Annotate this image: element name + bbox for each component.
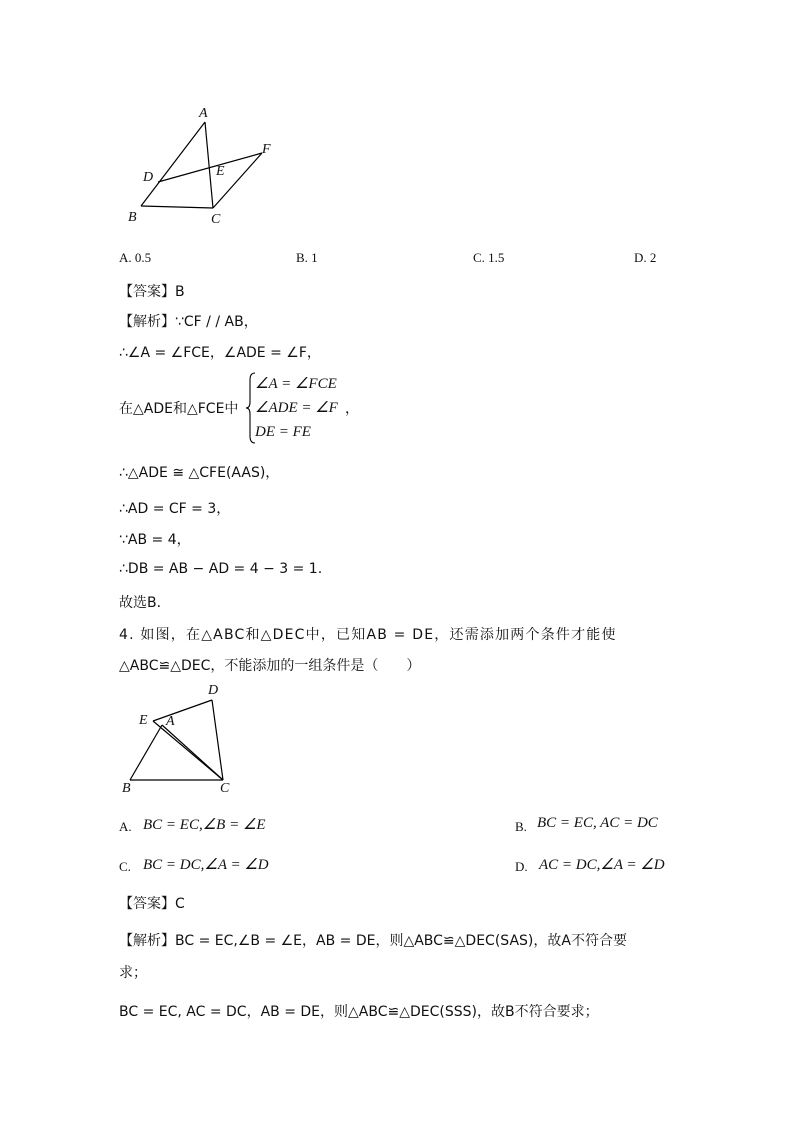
label-a: A	[199, 106, 208, 121]
q4-answer: 【答案】C	[119, 896, 185, 912]
segment-bc	[141, 206, 213, 208]
q3-solution-line4: ∴△ADE ≅ △CFE(AAS)，	[119, 465, 280, 481]
q3-solution-line3-prefix: 在△ADE和△FCE中	[119, 401, 239, 417]
label-e-2: E	[139, 713, 148, 728]
q3-option-a: A. 0.5	[119, 250, 152, 265]
q3-option-c: C. 1.5	[473, 250, 505, 265]
q4-stem-line2: △ABC≌△DEC，不能添加的一组条件是（ ）	[119, 658, 421, 674]
equation-system	[255, 372, 338, 444]
q3-solution-line8: 故选B．	[119, 595, 171, 611]
segment-ec	[153, 721, 223, 780]
q4-option-b-text: BC = EC, AC = DC	[537, 815, 658, 831]
label-a-2: A	[166, 714, 175, 729]
label-c: C	[211, 212, 221, 227]
label-e: E	[216, 164, 225, 179]
segment-ed	[153, 700, 212, 721]
segment-ba-2	[130, 725, 162, 780]
label-b: B	[128, 210, 137, 225]
q4-solution-line1: 【解析】BC = EC,∠B = ∠E，AB = DE，则△ABC≌△DEC(SAS)，故A不符合要	[119, 933, 627, 949]
q3-solution-line5: ∴AD = CF = 3，	[119, 501, 231, 517]
q3-solution-line1: 【解析】∵CF / / AB，	[119, 314, 258, 330]
label-b-2: B	[122, 781, 131, 796]
q3-option-d: D. 2	[634, 250, 657, 265]
system-eq-1: ∠A = ∠FCE	[255, 376, 337, 392]
label-d-2: D	[208, 683, 219, 698]
label-c-2: C	[220, 781, 230, 796]
q4-stem-line1: 4. 如图，在△ABC和△DEC中，已知AB = DE，还需添加两个条件才能使	[119, 627, 617, 643]
system-eq-2: ∠ADE = ∠F	[255, 400, 338, 416]
q3-solution-line6: ∵AB = 4，	[119, 532, 191, 548]
q4-solution-line1b: 求；	[119, 965, 147, 981]
q3-solution-line7: ∴DB = AB − AD = 4 − 3 = 1.	[119, 561, 323, 577]
segment-cf	[213, 153, 262, 208]
q4-option-b-letter: B.	[515, 819, 527, 834]
segment-ac	[205, 122, 213, 208]
label-f: F	[262, 142, 271, 157]
q4-option-a-text: BC = EC,∠B = ∠E	[143, 817, 266, 833]
q3-answer: 【答案】B	[119, 284, 185, 300]
q3-option-b: B. 1	[296, 250, 318, 265]
q3-solution-line3-suffix: ，	[345, 401, 359, 417]
figure-2	[115, 685, 245, 785]
q4-option-d-letter: D.	[515, 859, 528, 874]
q3-solution-line2: ∴∠A = ∠FCE，∠ADE = ∠F，	[119, 345, 321, 361]
label-d: D	[143, 170, 154, 185]
q4-option-c-text: BC = DC,∠A = ∠D	[143, 857, 269, 873]
system-eq-3: DE = FE	[255, 424, 311, 440]
segment-dc	[212, 700, 223, 780]
q4-solution-line2: BC = EC, AC = DC，AB = DE，则△ABC≌△DEC(SSS)，故B不符合要求；	[119, 1004, 599, 1020]
q4-option-c-letter: C.	[119, 859, 131, 874]
segment-ba	[141, 122, 205, 206]
q4-option-d-text: AC = DC,∠A = ∠D	[539, 857, 665, 873]
q4-option-a-letter: A.	[119, 819, 132, 834]
